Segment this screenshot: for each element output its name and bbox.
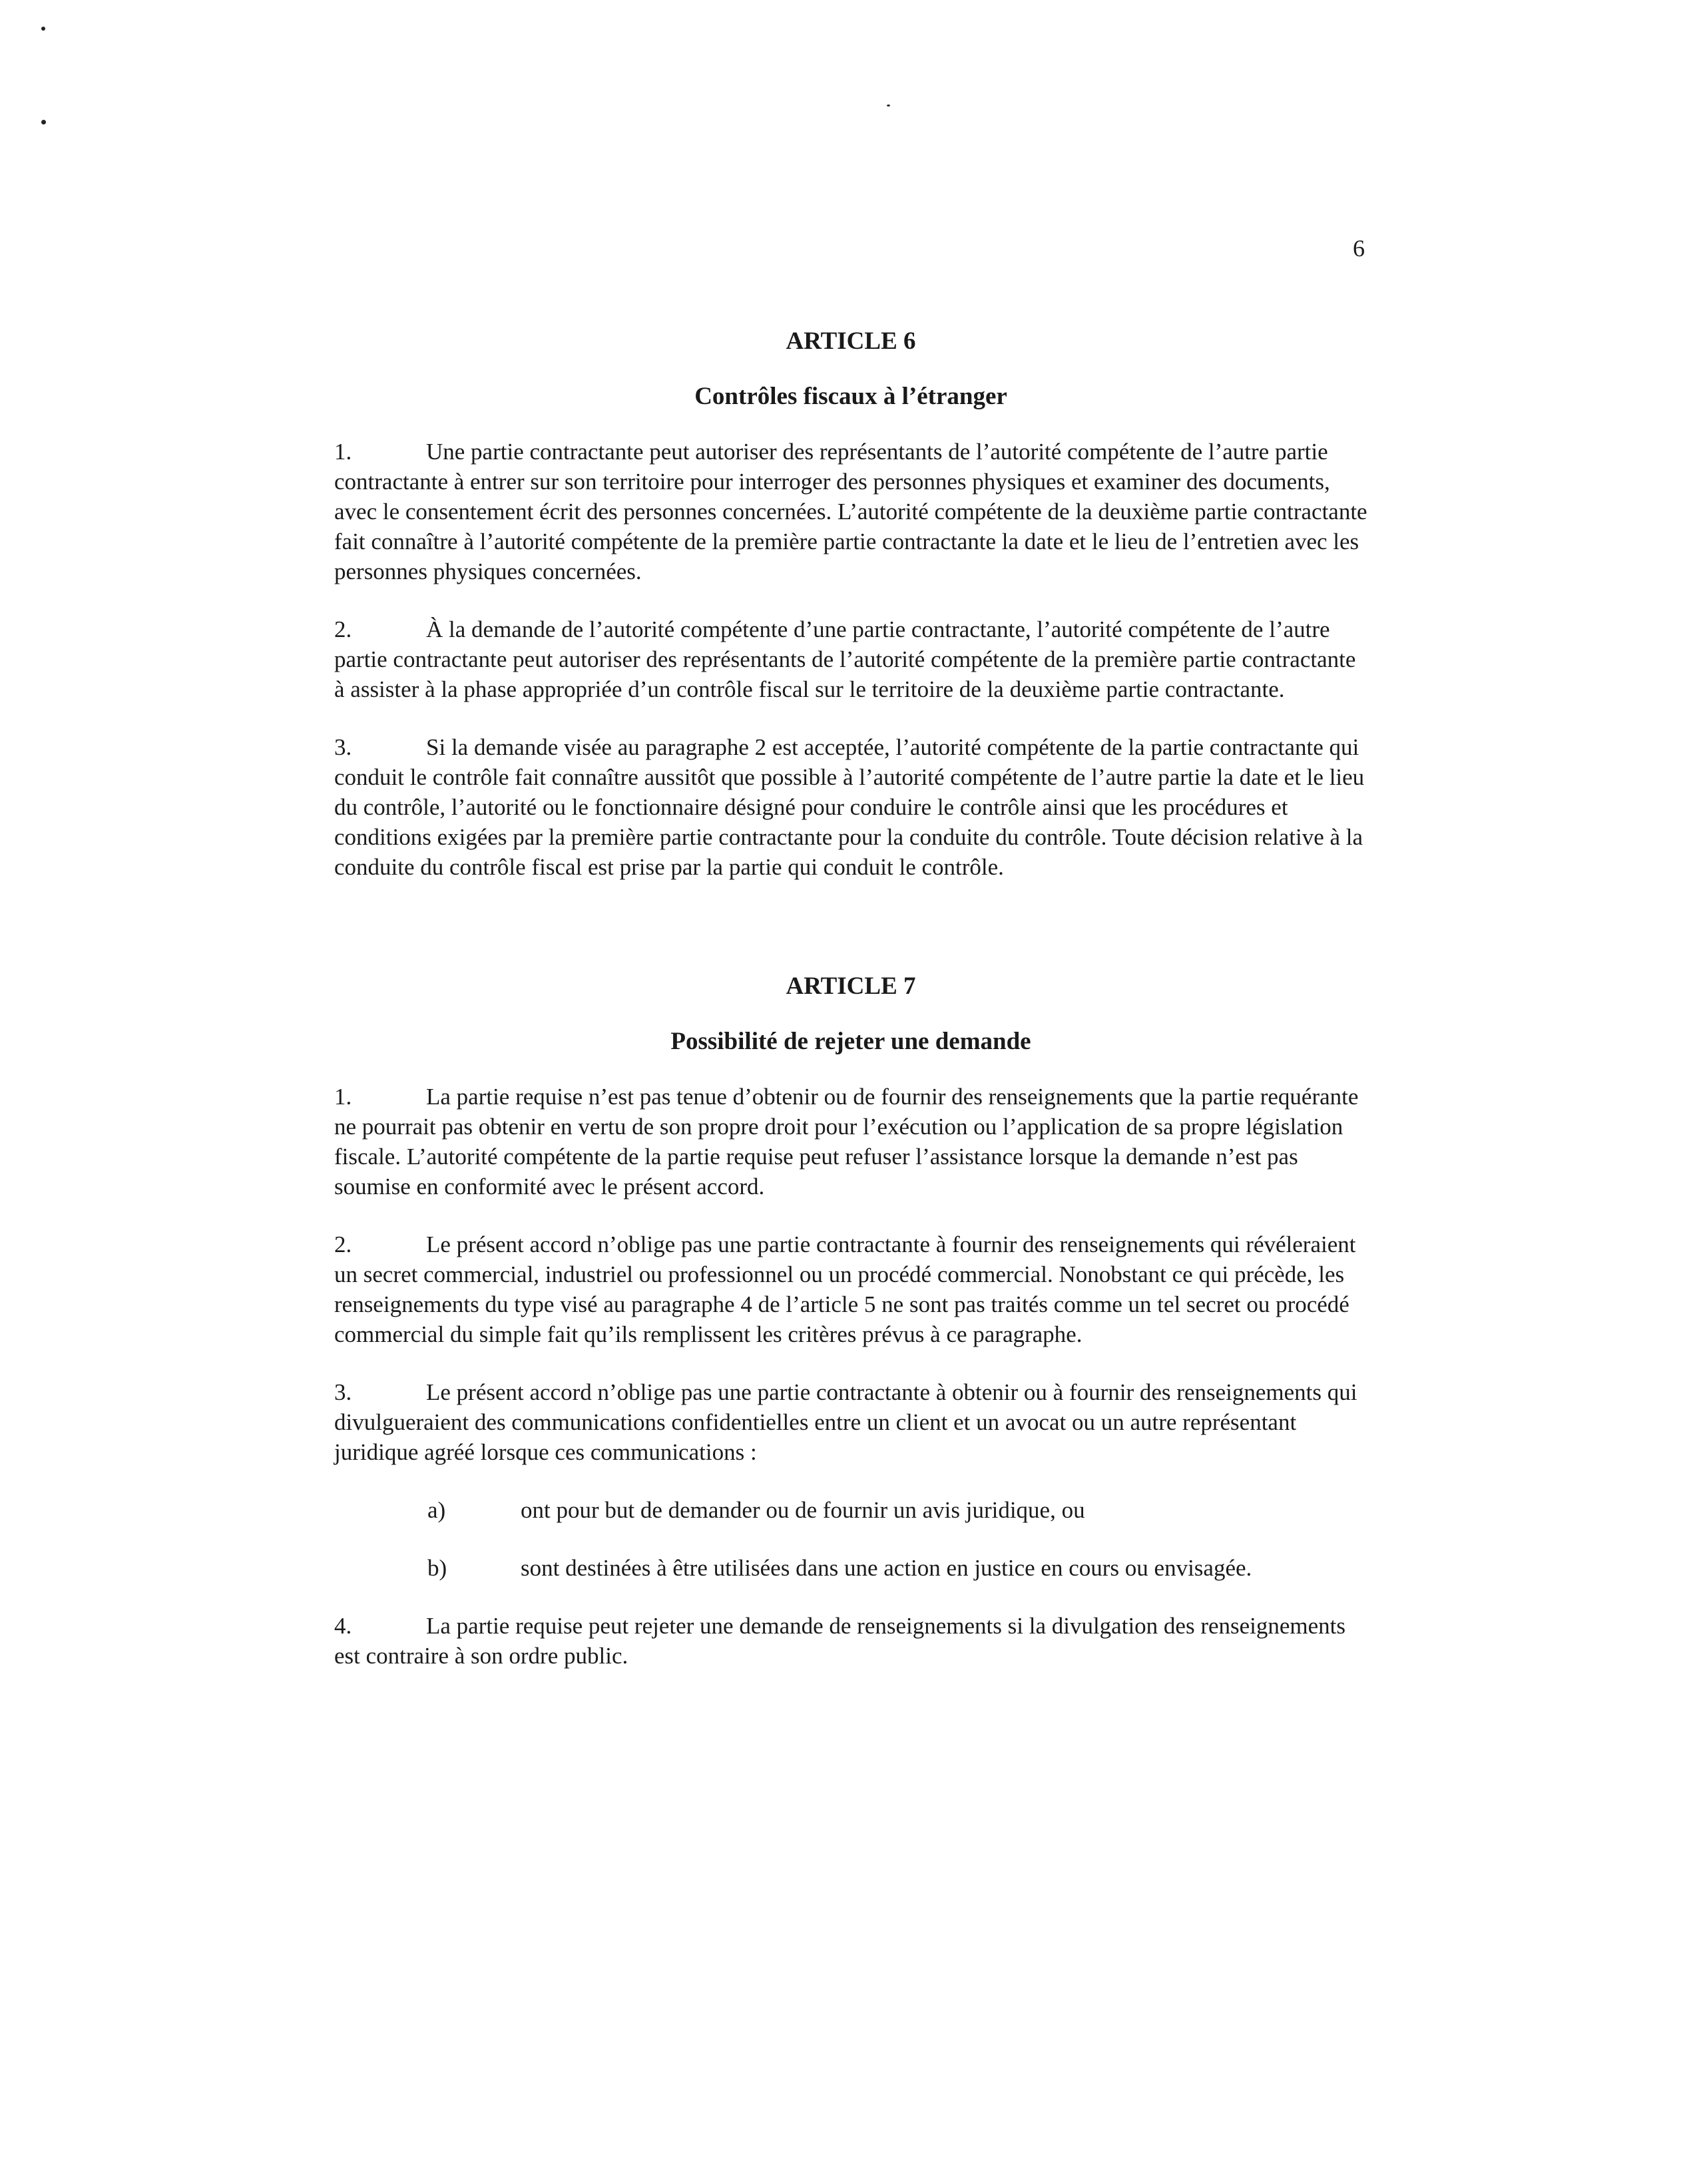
paragraph-number: 1. — [334, 1084, 352, 1110]
list-item-text: sont destinées à être utilisées dans une action en justice en cours ou envisagée. — [521, 1555, 1252, 1581]
paragraph-number: 2. — [334, 1231, 352, 1257]
list-item — [427, 1553, 1367, 1583]
paragraph-text: À la demande de l’autorité compétente d’une partie contractante, l’autorité compétente de l’autre partie contractante peut autoriser des représentants de l’autorité compétente de la première partie contractante à assister à la phase appropriée d’un contrôle fiscal sur le territoire de la deuxième partie contractante. — [334, 616, 1356, 702]
paragraph-number: 2. — [334, 616, 352, 642]
paragraph-text: La partie requise peut rejeter une demande de renseignements si la divulgation des renseignements est contraire à son ordre public. — [334, 1613, 1346, 1669]
list-item-letter: a) — [427, 1497, 446, 1523]
page-number: 6 — [1353, 235, 1365, 262]
list-item — [427, 1495, 1367, 1525]
article-spacer — [334, 910, 1367, 971]
paragraph-text: Le présent accord n’oblige pas une partie contractante à obtenir ou à fournir des renseignements qui divulgueraient des communications confidentielles entre un client et un avocat ou un autre représentant juridique agréé lorsque ces communications : — [334, 1379, 1357, 1465]
paragraph-number: 3. — [334, 734, 352, 760]
article-heading: ARTICLE 6 — [786, 328, 916, 355]
paragraph — [334, 614, 1367, 704]
paragraph — [334, 1377, 1367, 1467]
paragraph-text: Une partie contractante peut autoriser des représentants de l’autorité compétente de l’autre partie contractante à entrer sur son territoire pour interroger des personnes physiques et examiner des documents, avec le consentement écrit des personnes concernées. L’autorité compétente de la deuxième partie contractante fait connaître à l’autorité compétente de la première partie contractante la date et le lieu de l’entretien avec les personnes physiques concernées. — [334, 439, 1367, 584]
paragraph — [334, 1229, 1367, 1349]
paragraph-number: 1. — [334, 439, 352, 465]
paragraph-number: 3. — [334, 1379, 352, 1405]
paragraph — [334, 1082, 1367, 1201]
paragraph-number: 4. — [334, 1613, 352, 1639]
paragraph-text: La partie requise n’est pas tenue d’obtenir ou de fournir des renseignements que la partie requérante ne pourrait pas obtenir en vertu de son propre droit pour l’exécution ou l’application de sa propre législation fiscale. L’autorité compétente de la partie requise peut refuser l’assistance lorsque la demande n’est pas soumise en conformité avec le présent accord. — [334, 1084, 1359, 1200]
paragraph-text: Si la demande visée au paragraphe 2 est acceptée, l’autorité compétente de la partie contractante qui conduit le contrôle fait connaître aussitôt que possible à l’autorité compétente de l’autre partie la date et le lieu du contrôle, l’autorité ou le fonctionnaire désigné pour conduire le contrôle ainsi que les procédures et conditions exigées par la première partie contractante pour la conduite du contrôle. Toute décision relative à la conduite du contrôle fiscal est prise par la partie qui conduit le contrôle. — [334, 734, 1365, 880]
article-heading: ARTICLE 7 — [786, 973, 916, 1000]
list-item-text: ont pour but de demander ou de fournir un avis juridique, ou — [521, 1497, 1085, 1523]
paragraph — [334, 732, 1367, 882]
article-title: Possibilité de rejeter une demande — [670, 1028, 1031, 1055]
document-body — [334, 326, 1367, 1699]
article-6 — [334, 326, 1367, 882]
paragraph — [334, 437, 1367, 586]
scan-speck — [41, 27, 45, 31]
scan-speck — [41, 120, 46, 124]
scan-speck — [887, 105, 890, 107]
article-title: Contrôles fiscaux à l’étranger — [694, 383, 1007, 410]
list-item-letter: b) — [427, 1555, 447, 1581]
article-7 — [334, 971, 1367, 1671]
paragraph — [334, 1611, 1367, 1671]
paragraph-text: Le présent accord n’oblige pas une partie contractante à fournir des renseignements qui révéleraient un secret commercial, industriel ou professionnel ou un procédé commercial. Nonobstant ce qui précède, les renseignements du type visé au paragraphe 4 de l’article 5 ne sont pas traités comme un tel secret ou procédé commercial du simple fait qu’ils remplissent les critères prévus à ce paragraphe. — [334, 1231, 1356, 1347]
